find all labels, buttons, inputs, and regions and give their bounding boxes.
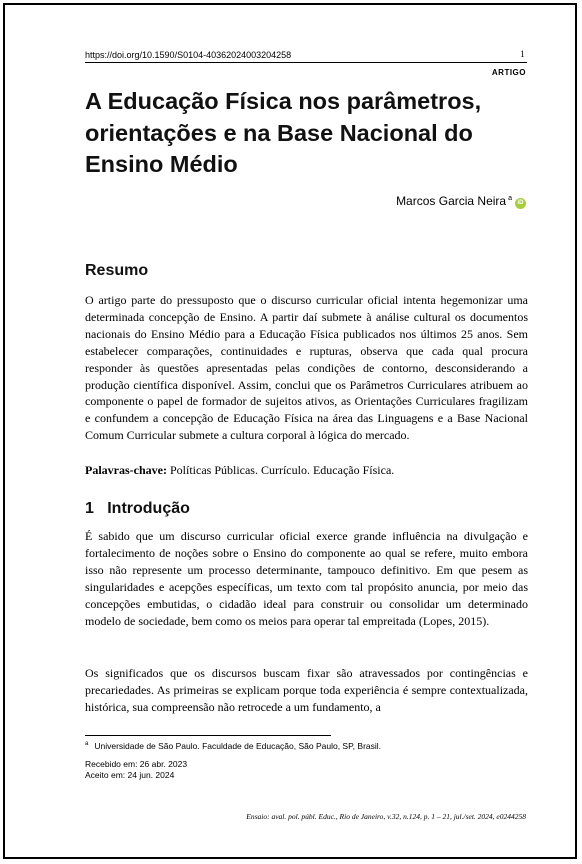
accepted-date: Aceito em: 24 jun. 2024 bbox=[85, 770, 175, 780]
article-title: A Educação Física nos parâmetros, orientações e na Base Nacional do Ensino Médio bbox=[85, 88, 482, 177]
footnote-mark: a bbox=[85, 741, 89, 748]
intro-p1-text: É sabido que um discurso curricular oficial exerce grande influência na divulgação e fortalecimento de noções sobre o Ensino do componente ao qual se refere, muito embora isso não represente um processo determinante, tampouco definitivo. Em que pesem as singularidades e acepções específicas, um texto com tal propósito anuncia, por meio das concepções embutidas, o cidadão ideal para construir ou consolidar um determinado modelo de sociedade, bem como os meios para operar tal empreitada (Lopes, 2015). bbox=[85, 529, 528, 628]
orcid-icon[interactable]: iD bbox=[515, 198, 526, 209]
keywords-label: Palavras-chave: bbox=[85, 463, 167, 477]
section-label: ARTIGO bbox=[491, 68, 526, 77]
footnote-rule bbox=[85, 735, 331, 736]
author-line bbox=[300, 194, 526, 210]
intro-paragraph-2 bbox=[85, 665, 528, 716]
footnote bbox=[85, 741, 381, 751]
page-number: 1 bbox=[520, 50, 525, 60]
author-name: Marcos Garcia Neira bbox=[396, 194, 507, 208]
intro-heading: 1 Introdução bbox=[85, 500, 190, 517]
received-date: Recebido em: 26 abr. 2023 bbox=[85, 759, 188, 769]
keywords bbox=[85, 462, 528, 479]
intro-paragraph-1 bbox=[85, 528, 528, 629]
abstract-text bbox=[85, 292, 528, 444]
keywords-list: Políticas Públicas. Currículo. Educação Física. bbox=[169, 463, 395, 477]
doi-link[interactable]: https://doi.org/10.1590/S0104-40362024003204258 bbox=[85, 50, 292, 60]
submission-dates bbox=[85, 759, 187, 781]
footer-citation: Ensaio: aval. pol. públ. Educ., Rio de Janeiro, v.32, n.124, p. 1 – 21, jul./set. 2024, e0244258 bbox=[246, 812, 526, 821]
abstract-paragraph: O artigo parte do pressuposto que o discurso curricular oficial intenta hegemonizar uma determinada concepção de Ensino. A partir daí submete à análise cultural os documentos nacionais do Ensino Médio para a Educação Física publicados nos últimos 25 anos. Sem estabelecer comparações, continuidades e rupturas, observa que cada qual procura responder às questões apresentadas pelas condições de contorno, desconsiderando a produção científica disponível. Assim, conclui que os Parâmetros Curriculares atribuem ao componente o papel de formador de sujeitos ativos, as Orientações Curriculares fragilizam e confundem a concepção de Educação Física na área das Linguagens e a Base Nacional Comum Curricular submete a cultura corporal à lógica do mercado. bbox=[85, 293, 528, 443]
header-rule bbox=[85, 62, 527, 63]
affiliation-mark: a bbox=[508, 195, 512, 202]
intro-p2-text: Os significados que os discursos buscam fixar são atravessados por contingências e precariedades. As primeiras se explicam porque toda experiência é sempre contextualizada, histórica, sua compreensão não retrocede a um fundamento, a bbox=[85, 666, 528, 714]
footnote-text: Universidade de São Paulo. Faculdade de Educação, São Paulo, SP, Brasil. bbox=[94, 741, 382, 751]
abstract-heading: Resumo bbox=[85, 262, 149, 279]
